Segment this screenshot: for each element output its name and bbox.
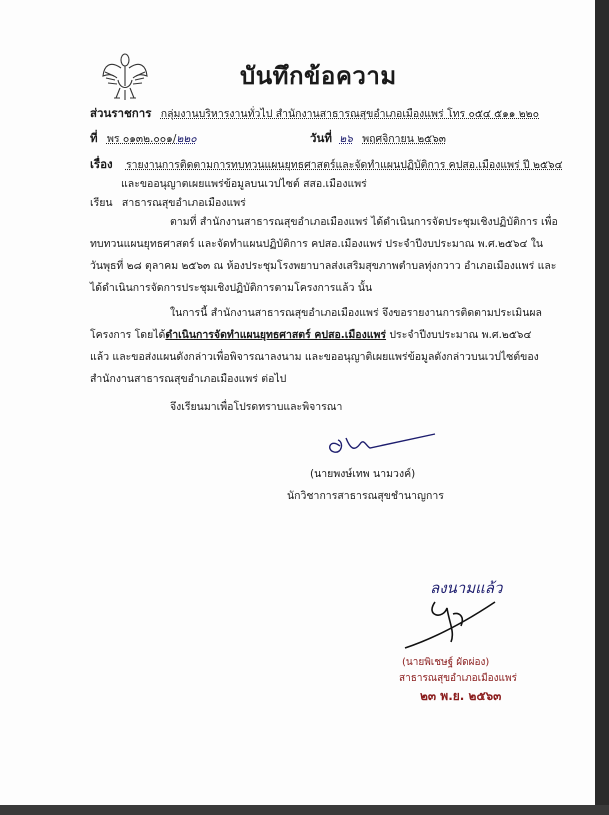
agency-row xyxy=(90,105,539,123)
subject-line-2: และขออนุญาตเผยแพร่ข้อมูลบนเวปไซต์ สสอ.เมืองแพร่ xyxy=(121,178,367,190)
para2-line-2c: ประจำปีงบประมาณ พ.ศ.๒๕๖๔ xyxy=(386,329,532,341)
date-value: พฤศจิกายน ๒๕๖๓ xyxy=(362,133,446,145)
ref-handwritten: ๒๒๐ xyxy=(176,133,197,145)
approver-name: (นายพิเชษฐ์ ผัดผ่อง) xyxy=(402,657,490,668)
date-handwritten: ๒๖ xyxy=(339,133,353,145)
para2-line-1: ในการนี้ สำนักงานสาธารณสุขอำเภอเมืองแพร่ จึงขอรายงานการติดตามประเมินผล xyxy=(170,307,542,319)
agency-value: กลุ่มงานบริหารงานทั่วไป สำนักงานสาธารณสุขอำเภอเมืองแพร่ โทร ๐๕๔ ๕๑๑ ๒๒๐ xyxy=(160,108,539,120)
subject-label: เรื่อง xyxy=(90,157,113,171)
para1-line-3: วันพุธที่ ๒๘ ตุลาคม ๒๕๖๓ ณ ห้องประชุมโรงพยาบาลส่งเสริมสุขภาพตำบลทุ่งกวาว อำเภอเมืองแพร่ และ xyxy=(90,260,557,272)
para1-line-1: ตามที่ สำนักงานสาธารณสุขอำเภอเมืองแพร่ ได้ดำเนินการจัดประชุมเชิงปฏิบัติการ เพื่อ xyxy=(170,216,558,228)
to-value: สาธารณสุขอำเภอเมืองแพร่ xyxy=(121,197,246,209)
date-label: วันที่ xyxy=(310,131,332,145)
para2-line-3: แล้ว และขอส่งแผนดังกล่าวเพื่อพิจารณาลงนาม และขออนุญาติเผยแพร่ข้อมูลดังกล่าวบนเวปไซต์ของ xyxy=(90,351,539,363)
subject-row xyxy=(90,156,563,174)
memo-title: บันทึกข้อความ xyxy=(240,62,397,90)
approval-date: ๒๓ พ.ย. ๒๕๖๓ xyxy=(420,689,502,703)
signer-1-name: (นายพงษ์เทพ นามวงค์) xyxy=(310,468,416,480)
garuda-emblem-icon xyxy=(100,50,150,102)
para2-line-2-bold: ดำเนินการจัดทำแผนยุทธศาสตร์ คปสอ.เมืองแพร่ xyxy=(165,329,387,341)
approver-position: สาธารณสุขอำเภอเมืองแพร่ xyxy=(399,673,517,684)
signature-1-icon xyxy=(320,428,440,458)
to-row xyxy=(90,194,246,211)
signer-1-position: นักวิชาการสาธารณสุขชำนาญการ xyxy=(287,490,444,502)
subject-line-1: รายงานการติดตามการทบทวนแผนยุทธศาสตร์และจัดทำแผนปฏิบัติการ คปสอ.เมืองแพร่ ปี ๒๕๖๔ xyxy=(125,159,563,171)
to-label: เรียน xyxy=(90,197,113,209)
reference-row xyxy=(90,130,197,148)
agency-label: ส่วนราชการ xyxy=(90,106,152,120)
para2-line-2a: โครงการ โดยได้ xyxy=(90,329,166,341)
para1-line-2: ทบทวนแผนยุทธศาสตร์ และจัดทำแผนปฏิบัติการ คปสอ.เมืองแพร่ ประจำปีงบประมาณ พ.ศ.๒๕๖๔ ใน xyxy=(90,238,544,250)
signature-2-icon xyxy=(395,592,505,652)
ref-value: พร ๐๑๓๒.๐๐๑/ xyxy=(106,133,177,145)
page-edge-bottom xyxy=(0,805,609,815)
para1-line-4: ได้ดำเนินการจัดการประชุมเชิงปฏิบัติการตามโครงการแล้ว นั้น xyxy=(90,282,373,294)
closing-line: จึงเรียนมาเพื่อโปรดทราบและพิจารณา xyxy=(170,401,343,413)
date-row xyxy=(310,130,446,148)
approval-handwritten-note: ลงนามแล้ว xyxy=(430,579,503,597)
para2-line-4: สำนักงานสาธารณสุขอำเภอเมืองแพร่ ต่อไป xyxy=(90,373,287,385)
page-edge-right xyxy=(595,0,609,815)
para2-line-2 xyxy=(90,324,531,346)
ref-label: ที่ xyxy=(90,131,98,145)
